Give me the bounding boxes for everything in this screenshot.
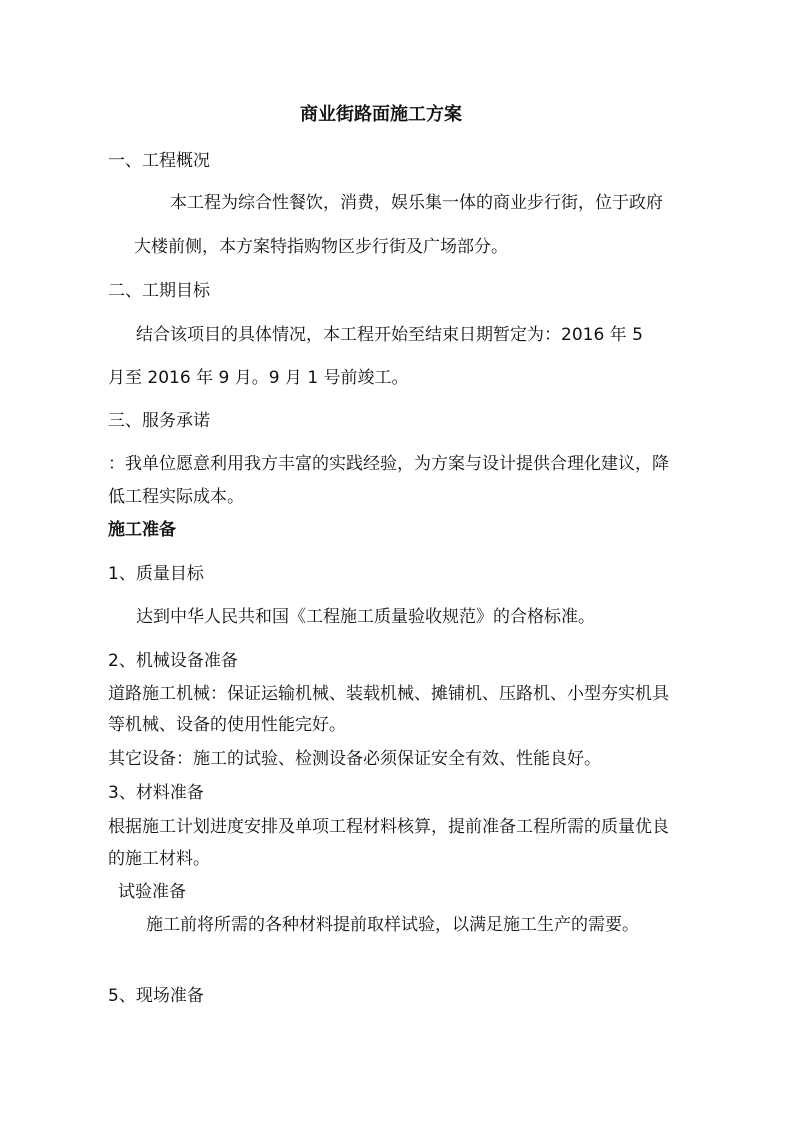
prep-3-text-1: 根据施工计划进度安排及单项工程材料核算，提前准备工程所需的质量优良: [108, 817, 669, 837]
section-1-text-1: 本工程为综合性餐饮，消费，娱乐集一体的商业步行街，位于政府: [170, 193, 663, 213]
section-3-text-1: ：我单位愿意利用我方丰富的实践经验，为方案与设计提供合理化建议，降: [108, 454, 669, 474]
prep-2-text-2: 等机械、设备的使用性能完好。: [108, 715, 346, 735]
section-3-heading: 三、服务承诺: [108, 411, 210, 431]
prep-1-text-1: 达到中华人民共和国《工程施工质量验收规范》的合格标准。: [136, 607, 595, 627]
prep-2-heading: 2、机械设备准备: [108, 651, 238, 671]
section-2-heading: 二、工期目标: [108, 281, 210, 301]
section-3-text-2: 低工程实际成本。: [108, 487, 244, 507]
prep-5-heading: 5、现场准备: [108, 986, 204, 1006]
prep-1-heading: 1、质量目标: [108, 564, 204, 584]
prep-2-text-3: 其它设备：施工的试验、检测设备必须保证安全有效、性能良好。: [108, 749, 601, 769]
prep-3-text-2: 的施工材料。: [108, 849, 210, 869]
prep-4-heading: 试验准备: [118, 882, 186, 902]
section-2-text-2: 月至 2016 年 9 月。9 月 1 号前竣工。: [108, 368, 409, 388]
page-title: 商业街路面施工方案: [300, 104, 462, 125]
prep-3-heading: 3、材料准备: [108, 783, 204, 803]
prep-2-text-1: 道路施工机械：保证运输机械、装载机械、摊铺机、压路机、小型夯实机具: [108, 684, 669, 704]
section-2-text-1: 结合该项目的具体情况，本工程开始至结束日期暂定为：2016 年 5: [136, 325, 643, 345]
prep-heading: 施工准备: [108, 520, 176, 540]
section-1-heading: 一、工程概况: [108, 151, 210, 171]
prep-4-text-1: 施工前将所需的各种材料提前取样试验，以满足施工生产的需要。: [146, 915, 639, 935]
section-1-text-2: 大楼前侧，本方案特指购物区步行街及广场部分。: [134, 237, 508, 257]
